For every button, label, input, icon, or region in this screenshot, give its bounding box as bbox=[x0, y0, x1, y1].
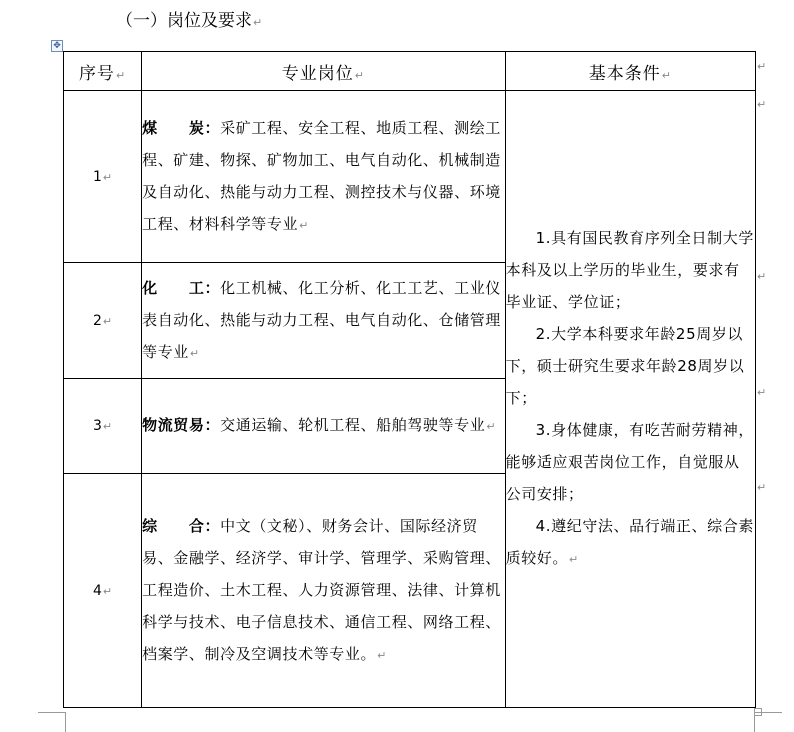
position-description: 化 工：化工机械、化工分析、化工工艺、工业仪表自动化、热能与动力工程、电气自动化、仓储管理等专业↵ bbox=[142, 263, 506, 379]
row-number: 4↵ bbox=[64, 474, 142, 708]
requirement-item: 3.身体健康，有吃苦耐劳精神，能够适应艰苦岗位工作，自觉服从公司安排； bbox=[505, 421, 754, 503]
section-heading: （一）岗位及要求↵ bbox=[116, 11, 263, 31]
row-number: 3↵ bbox=[64, 379, 142, 474]
table-header-row bbox=[64, 52, 756, 91]
position-description: 物流贸易：交通运输、轮机工程、船舶驾驶等专业↵ bbox=[142, 379, 506, 474]
requirement-item: 4.遵纪守法、品行端正、综合素质较好。↵ bbox=[505, 517, 754, 567]
row-end-mark-icon: ↵ bbox=[757, 481, 767, 494]
position-description: 综 合：中文（文秘）、财务会计、国际经济贸易、金融学、经济学、审计学、管理学、采购管理、工程造价、土木工程、人力资源管理、法律、计算机科学与技术、电子信息技术、通信工程、网络工程、档案学、制冷及空调技术等专业。↵ bbox=[142, 474, 506, 708]
paragraph-mark-icon: ↵ bbox=[253, 16, 263, 29]
category-label: 煤 炭： bbox=[142, 118, 221, 137]
header-serial: 序号↵ bbox=[64, 52, 142, 91]
category-label: 化 工： bbox=[142, 278, 221, 297]
page-corner-mark bbox=[38, 712, 65, 713]
position-description: 煤 炭：采矿工程、安全工程、地质工程、测绘工程、矿建、物探、矿物加工、电气自动化、机械制造及自动化、热能与动力工程、测控技术与仪器、环境工程、材料科学等专业↵ bbox=[142, 91, 506, 263]
requirement-item: 2.大学本科要求年龄25周岁以下，硕士研究生要求年龄28周岁以下； bbox=[505, 325, 745, 407]
row-end-mark-icon: ↵ bbox=[757, 386, 767, 399]
row-end-mark-icon: ↵ bbox=[757, 270, 767, 283]
requirement-item: 1.具有国民教育序列全日制大学本科及以上学历的毕业生，要求有毕业证、学位证； bbox=[505, 229, 754, 311]
header-requirements: 基本条件↵ bbox=[505, 52, 755, 91]
requirements-cell bbox=[505, 91, 755, 708]
row-end-mark-icon: ↵ bbox=[757, 98, 767, 111]
category-label: 综 合： bbox=[142, 516, 221, 535]
page-corner-mark bbox=[65, 712, 66, 732]
row-number: 1↵ bbox=[64, 91, 142, 263]
header-position: 专业岗位↵ bbox=[142, 52, 506, 91]
positions-table bbox=[63, 51, 756, 708]
row-end-mark-icon: ↵ bbox=[757, 60, 767, 73]
table-resize-handle[interactable] bbox=[754, 708, 762, 716]
table-move-handle-icon[interactable]: ✥ bbox=[51, 40, 63, 52]
row-number: 2↵ bbox=[64, 263, 142, 379]
category-label: 物流贸易： bbox=[142, 416, 221, 434]
table-row bbox=[64, 91, 756, 263]
